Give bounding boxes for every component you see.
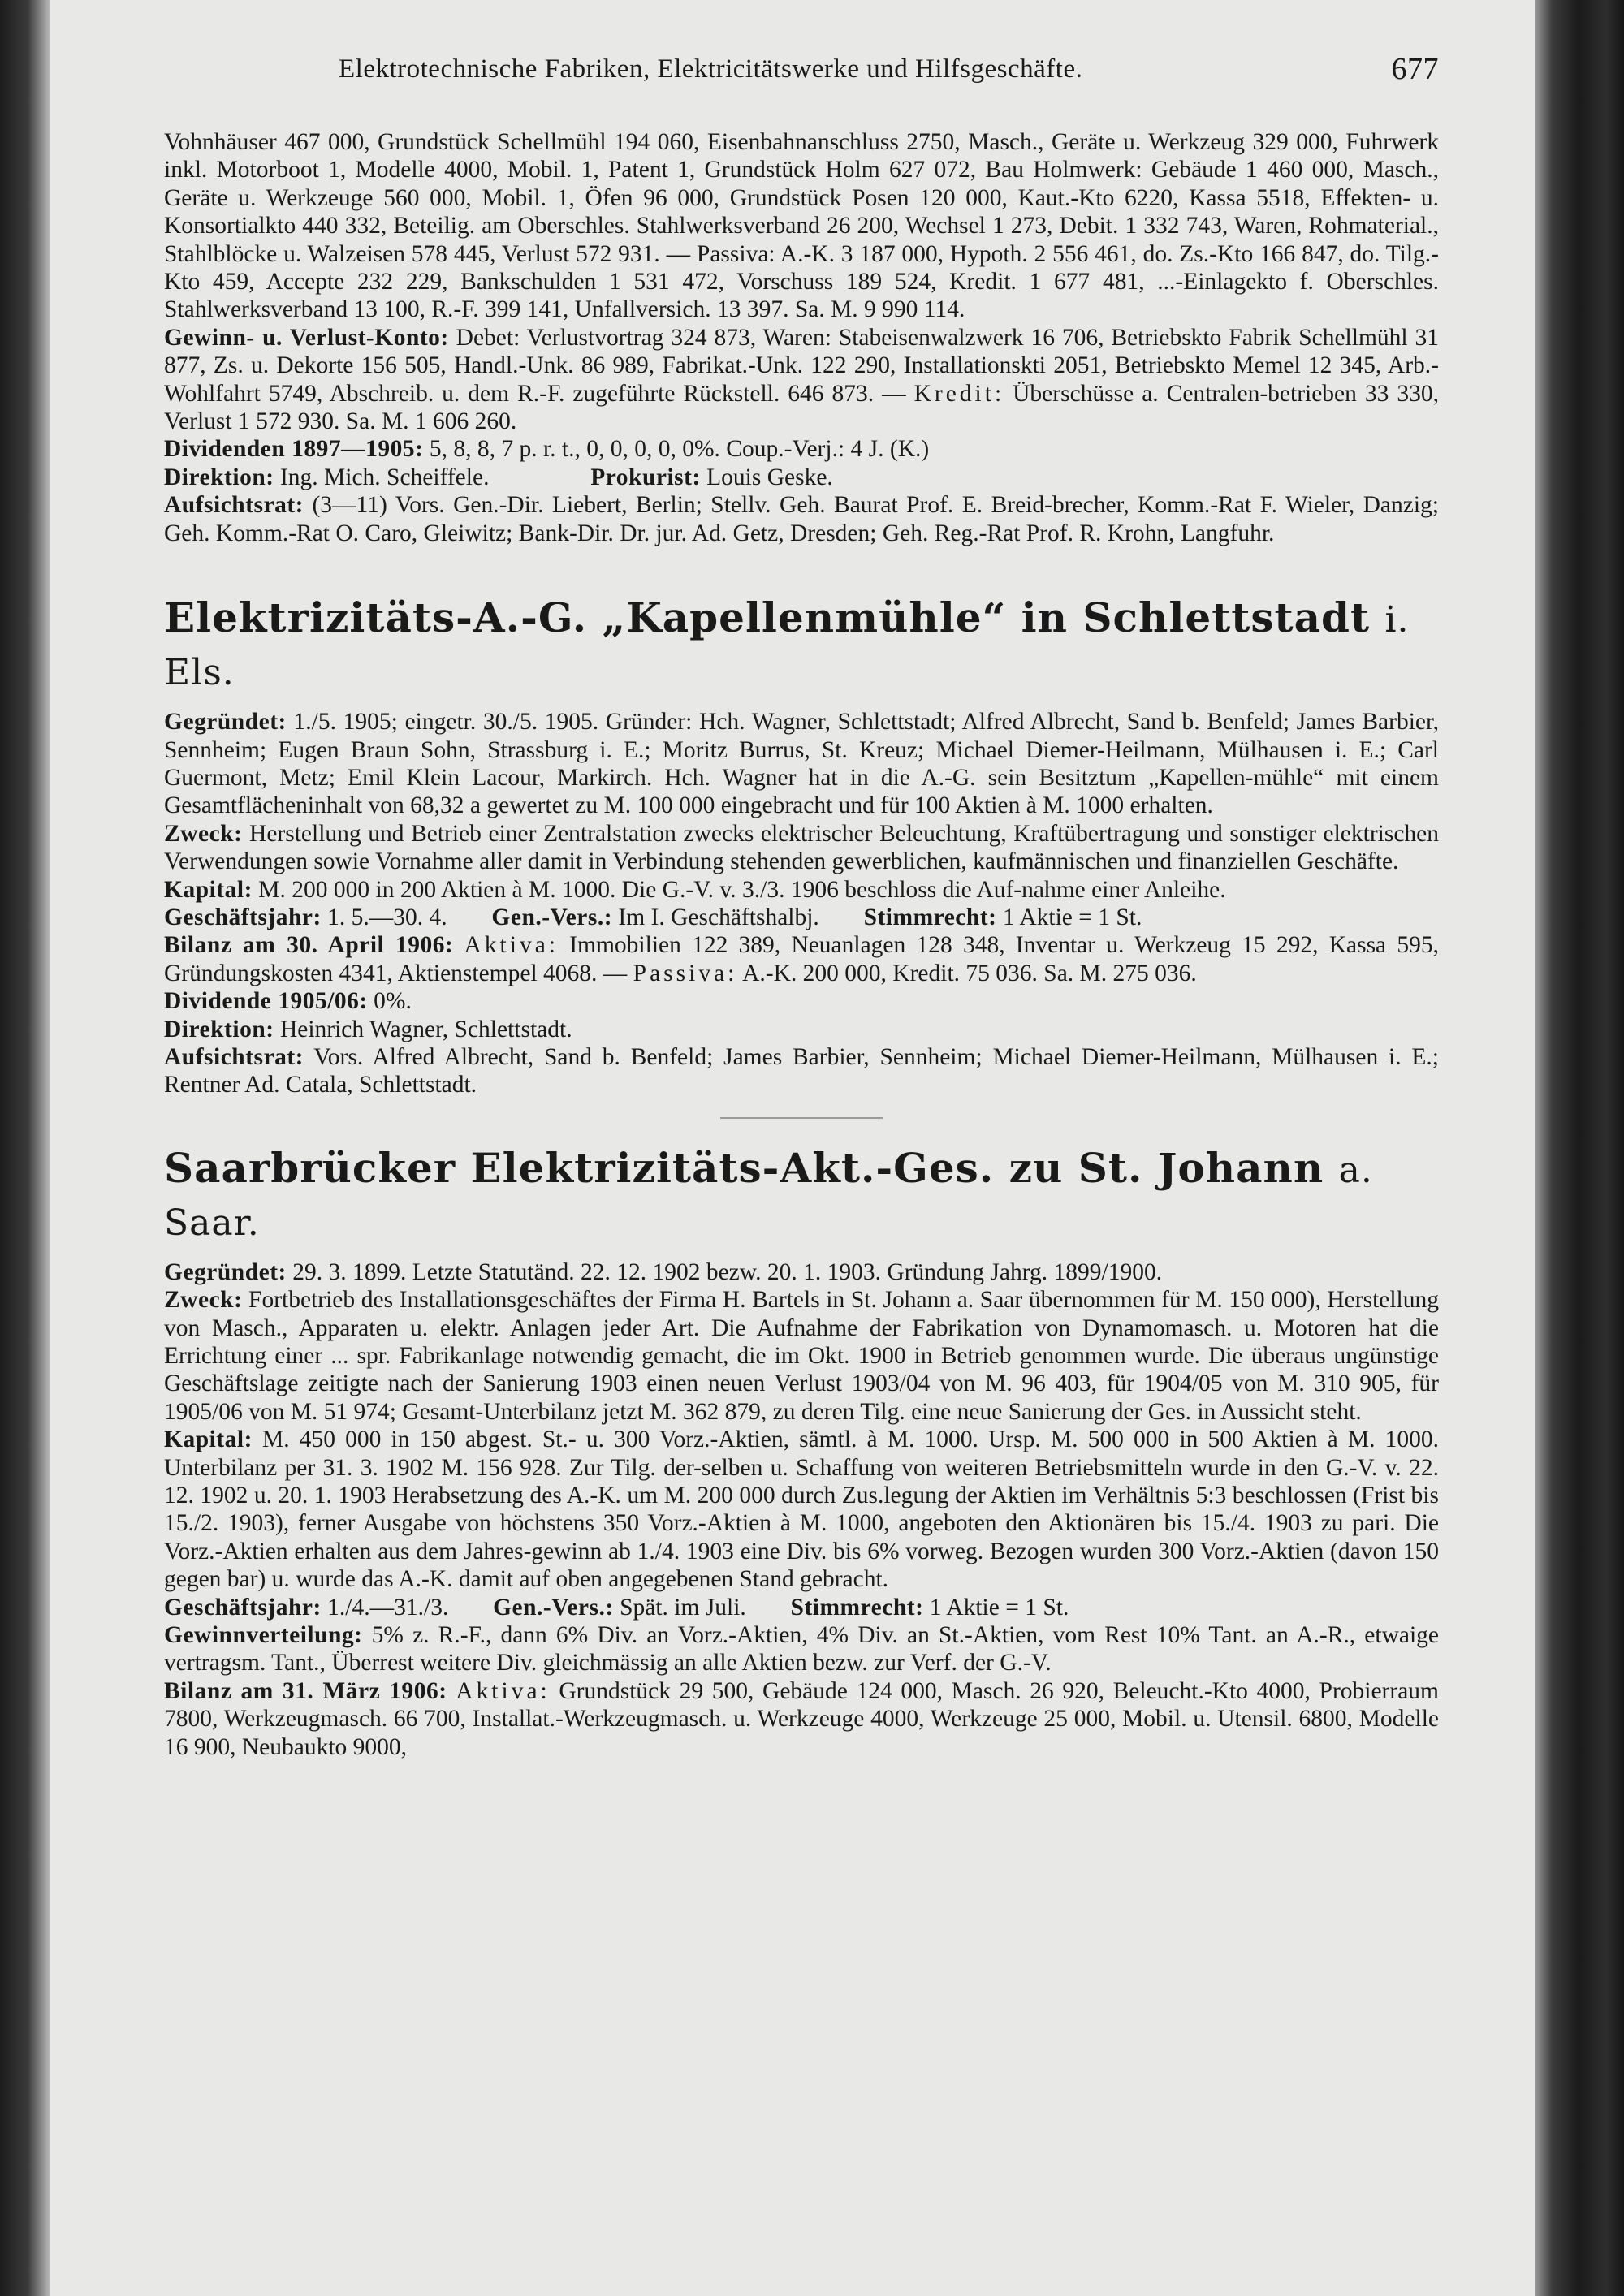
gegruendet-text: 29. 3. 1899. Letzte Statutänd. 22. 12. 1902 bezw. 20. 1. 1903. Gründung Jahrg. 1899/1900. — [292, 1258, 1163, 1285]
aufsichtsrat-text: Vors. Alfred Albrecht, Sand b. Benfeld; James Barbier, Sennheim; Michael Diemer-Heilmann, Mülhausen i. E.; Rentner Ad. Catala, Schlettstadt. — [164, 1043, 1439, 1098]
page-number: 677 — [1391, 52, 1439, 86]
bilanz-aktiva-label: Aktiva: — [464, 932, 559, 959]
stimmrecht-text: 1 Aktie = 1 St. — [929, 1594, 1069, 1621]
book-binding-right — [1535, 0, 1624, 2296]
direktion-label: Direktion: — [164, 1016, 274, 1042]
dividende-label: Dividende 1905/06: — [164, 988, 368, 1015]
entry1-bilanz — [164, 931, 1439, 987]
entry1-zweck — [164, 820, 1439, 876]
zweck-text: Herstellung und Betrieb einer Zentralstation zwecks elektrischer Beleuchtung, Kraftübertragung und sonstiger elektrischen Verwendungen sowie Vornahme aller damit in Verbindung stehenden gewerblichen, kaufmännischen und finanziellen Geschäfte. — [164, 820, 1440, 875]
genvers-label: Gen.-Vers.: — [491, 904, 613, 930]
running-head — [164, 49, 1439, 99]
continuation-dividenden — [164, 435, 1439, 463]
continuation-aufsichtsrat — [164, 491, 1439, 547]
entry1-aufsichtsrat — [164, 1043, 1439, 1099]
entry-title-kapellenmuehle — [164, 593, 1439, 698]
gewinn-verlust-label: Gewinn- u. Verlust-Konto: — [164, 324, 449, 351]
gewinnverteilung-text: 5% z. R.-F., dann 6% Div. an Vorz.-Aktien, 4% Div. an St.-Aktien, vom Rest 10% Tant. an A.-R., etwaige vertragsm. Tant., Überrest weitere Div. gleichmässig an alle Aktien bezw. zur Verf. der G.-V. — [164, 1622, 1440, 1677]
geschaeftsjahr-text: 1. 5.—30. 4. — [327, 904, 447, 930]
prokurist-label: Prokurist: — [590, 464, 701, 490]
bilanz-label: Bilanz am 30. April 1906: — [164, 932, 454, 959]
genvers-text: Im I. Geschäftshalbj. — [618, 904, 819, 930]
entry1-direktion — [164, 1016, 1439, 1043]
kapital-text: M. 450 000 in 150 abgest. St.- u. 300 Vorz.-Aktien, sämtl. à M. 1000. Ursp. M. 500 000 in 500 Aktien à M. 1000. Unterbilanz per 31. 3. 1902 M. 156 928. Zur Tilg. der-selben u. Schaffung von weiteren Betriebsmitteln wurde in den G.-V. v. 22. 12. 1902 u. 20. 1. 1903 Herabsetzung des A.-K. um M. 200 000 durch Zus.legung der Aktien im Verhältnis 5:3 beschlossen (Frist bis 15./2. 1903), ferner Ausgabe von höchstens 350 Vorz.-Aktien à M. 1000, angeboten den Aktionären bis 15./4. 1903 zu pari. Die Vorz.-Aktien erhalten aus dem Jahres-gewinn ab 1./4. 1903 eine Div. bis 6% vorweg. Bezogen wurden 300 Vorz.-Aktien (davon 150 gegen bar) u. wurde das A.-K. damit auf oben angegebenen Stand gebracht. — [164, 1426, 1439, 1593]
entry1-kapital — [164, 876, 1439, 904]
page-content — [164, 49, 1439, 1761]
gegruendet-label: Gegründet: — [164, 709, 287, 736]
genvers-text: Spät. im Juli. — [620, 1594, 746, 1621]
entry2-bilanz — [164, 1677, 1439, 1761]
continuation-gewinn-verlust — [164, 324, 1439, 436]
bilanz-passiva-text: A.-K. 200 000, Kredit. 75 036. Sa. M. 275 036. — [742, 960, 1197, 986]
zweck-label: Zweck: — [164, 820, 243, 847]
gegruendet-label: Gegründet: — [164, 1258, 287, 1285]
entry2-gewinnverteilung — [164, 1621, 1439, 1677]
entry2-zweck — [164, 1286, 1439, 1426]
entry-title-saarbruecker — [164, 1143, 1439, 1249]
continuation-balance: Vohnhäuser 467 000, Grundstück Schellmühl 194 060, Eisenbahnanschluss 2750, Masch., Geräte u. Werkzeug 329 000, Fuhrwerk inkl. Motorboot 1, Modelle 4000, Mobil. 1, Patent 1, Grundstück Holm 627 072, Bau Holmwerk: Gebäude 1 460 000, Masch., Geräte u. Werkzeuge 560 000, Mobil. 1, Öfen 96 000, Grundstück Posen 120 000, Kaut.-Kto 6220, Kassa 5518, Effekten- u. Konsortialkto 440 332, Beteilig. am Oberschles. Stahlwerksverband 26 200, Wechsel 1 273, Debit. 1 332 743, Waren, Rohmaterial., Stahlblöcke u. Walzeisen 578 445, Verlust 572 931. — Passiva: A.-K. 3 187 000, Hypoth. 2 556 461, do. Zs.-Kto 166 847, do. Tilg.-Kto 459, Accepte 232 229, Bankschulden 1 531 472, Vorschuss 189 524, Kredit. 1 677 481, ...-Einlagekto f. Oberschles. Stahlwerksverband 13 100, R.-F. 399 141, Unfallversich. 13 397. Sa. M. 9 990 114. — [164, 129, 1439, 323]
geschaeftsjahr-label: Geschäftsjahr: — [164, 904, 322, 930]
bilanz-aktiva-text: Grundstück 29 500, Gebäude 124 000, Masch. 26 920, Beleucht.-Kto 4000, Probierraum 7800, Werkzeugmasch. 66 700, Installat.-Werkzeugmasch. u. Werkzeuge 4000, Werkzeuge 25 000, Mobil. u. Utensil. 6800, Modelle 16 900, Neubaukto 9000, — [164, 1677, 1439, 1760]
gewinn-verlust-debet: Debet: Verlustvortrag 324 873, Waren: Stabeisenwalzwerk 16 706, Betriebskto Fabrik Schellmühl 31 877, Zs. u. Dekorte 156 505, Handl.-Unk. 86 989, Fabrikat.-Unk. 122 290, Installationskti 2051, Betriebskto Memel 12 345, Arb.-Wohlfahrt 5749, Abschreib. u. dem R.-F. zugeführte Rückstell. 646 873. — — [164, 324, 1439, 407]
entry-title-suffix: a. Saar. — [164, 1149, 1373, 1244]
entry1-gegruendet — [164, 708, 1439, 820]
direktion-text: Heinrich Wagner, Schlettstadt. — [279, 1016, 572, 1042]
aufsichtsrat-label: Aufsichtsrat: — [164, 492, 304, 519]
geschaeftsjahr-label: Geschäftsjahr: — [164, 1594, 322, 1621]
continuation-direktion — [164, 464, 1439, 491]
zweck-text: Fortbetrieb des Installationsgeschäftes der Firma H. Bartels in St. Johann a. Saar übernommen für M. 150 000), Herstellung von Masch., Apparaten u. elektr. Anlagen jeder Art. Die Aufnahme der Fabrikation von Dynamomasch. u. Motoren hat die Errichtung einer ... spr. Fabrikanlage notwendig gemacht, die im Okt. 1900 in Betrieb genommen wurde. Die überaus ungünstige Geschäftslage zeitigte nach der Sanierung 1903 einen neuen Verlust 1903/04 von M. 96 403, für 1904/05 von M. 310 905, für 1905/06 von M. 51 974; Gesamt-Unterbilanz jetzt M. 362 879, zu deren Tilg. eine neue Sanierung der Ges. in Aussicht steht. — [164, 1287, 1440, 1425]
genvers-label: Gen.-Vers.: — [493, 1594, 614, 1621]
geschaeftsjahr-text: 1./4.—31./3. — [327, 1594, 449, 1621]
gewinn-verlust-kredit-label: Kredit: — [914, 380, 1005, 407]
bilanz-label: Bilanz am 31. März 1906: — [164, 1677, 447, 1704]
entry2-geschaeftsjahr-row — [164, 1594, 1439, 1621]
direktion-text: Ing. Mich. Scheiffele. — [279, 464, 490, 490]
kapital-text: M. 200 000 in 200 Aktien à M. 1000. Die G.-V. v. 3./3. 1906 beschloss die Auf-nahme einer Anleihe. — [258, 876, 1226, 903]
dividenden-text: 5, 8, 8, 7 p. r. t., 0, 0, 0, 0, 0%. Coup.-Verj.: 4 J. (K.) — [429, 436, 930, 463]
zweck-label: Zweck: — [164, 1287, 243, 1314]
bilanz-aktiva-label: Aktiva: — [456, 1677, 551, 1704]
entry-title-text: Elektrizitäts-A.-G. „Kapellenmühle“ in Schlettstadt — [164, 593, 1371, 642]
aufsichtsrat-label: Aufsichtsrat: — [164, 1043, 304, 1070]
prokurist-text: Louis Geske. — [706, 464, 833, 490]
entry-title-text: Saarbrücker Elektrizitäts-Akt.-Ges. zu St. Johann — [164, 1143, 1324, 1192]
stimmrecht-label: Stimmrecht: — [863, 904, 997, 930]
stimmrecht-text: 1 Aktie = 1 St. — [1002, 904, 1142, 930]
bilanz-passiva-label: Passiva: — [633, 960, 738, 986]
kapital-label: Kapital: — [164, 876, 253, 903]
bilanz-aktiva-text: Immobilien 122 389, Neuanlagen 128 348, Inventar u. Werkzeug 15 292, Kassa 595, Gründungskosten 4341, Aktienstempel 4068. — — [164, 932, 1439, 986]
gewinn-verlust-kredit: Überschüsse a. Centralen-betrieben 33 330, Verlust 1 572 930. Sa. M. 1 606 260. — [164, 380, 1439, 435]
page — [50, 0, 1535, 2296]
kapital-label: Kapital: — [164, 1426, 253, 1453]
aufsichtsrat-text: (3—11) Vors. Gen.-Dir. Liebert, Berlin; Stellv. Geh. Baurat Prof. E. Breid-brecher, Komm.-Rat F. Wieler, Danzig; Geh. Komm.-Rat O. Caro, Gleiwitz; Bank-Dir. Dr. jur. Ad. Getz, Dresden; Geh. Reg.-Rat Prof. R. Krohn, Langfuhr. — [164, 492, 1440, 546]
dividenden-label: Dividenden 1897—1905: — [164, 436, 424, 463]
entry1-geschaeftsjahr-row — [164, 904, 1439, 931]
entry2-gegruendet — [164, 1258, 1439, 1286]
book-binding-left — [0, 0, 50, 2296]
entry-divider — [720, 1117, 883, 1119]
entry2-kapital — [164, 1426, 1439, 1593]
entry1-dividende — [164, 987, 1439, 1015]
stimmrecht-label: Stimmrecht: — [790, 1594, 924, 1621]
gewinnverteilung-label: Gewinnverteilung: — [164, 1622, 363, 1649]
dividende-text: 0%. — [374, 988, 412, 1015]
direktion-label: Direktion: — [164, 464, 274, 490]
gegruendet-text: 1./5. 1905; eingetr. 30./5. 1905. Gründer: Hch. Wagner, Schlettstadt; Alfred Albrecht, Sand b. Benfeld; James Barbier, Sennheim; Eugen Braun Sohn, Strassburg i. E.; Moritz Burrus, St. Kreuz; Michael Diemer-Heilmann, Mülhausen i. E.; Carl Guermont, Metz; Emil Klein Lacour, Markirch. Hch. Wagner hat in die A.-G. sein Besitztum „Kapellen-mühle“ mit einem Gesamtflächeninhalt von 68,32 a gewertet zu M. 100 000 eingebracht und für 100 Aktien à M. 1000 erhalten. — [164, 709, 1440, 819]
running-head-title: Elektrotechnische Fabriken, Elektricitätswerke und Hilfsgeschäfte. — [339, 54, 1083, 84]
entry-title-suffix: i. Els. — [164, 599, 1410, 694]
